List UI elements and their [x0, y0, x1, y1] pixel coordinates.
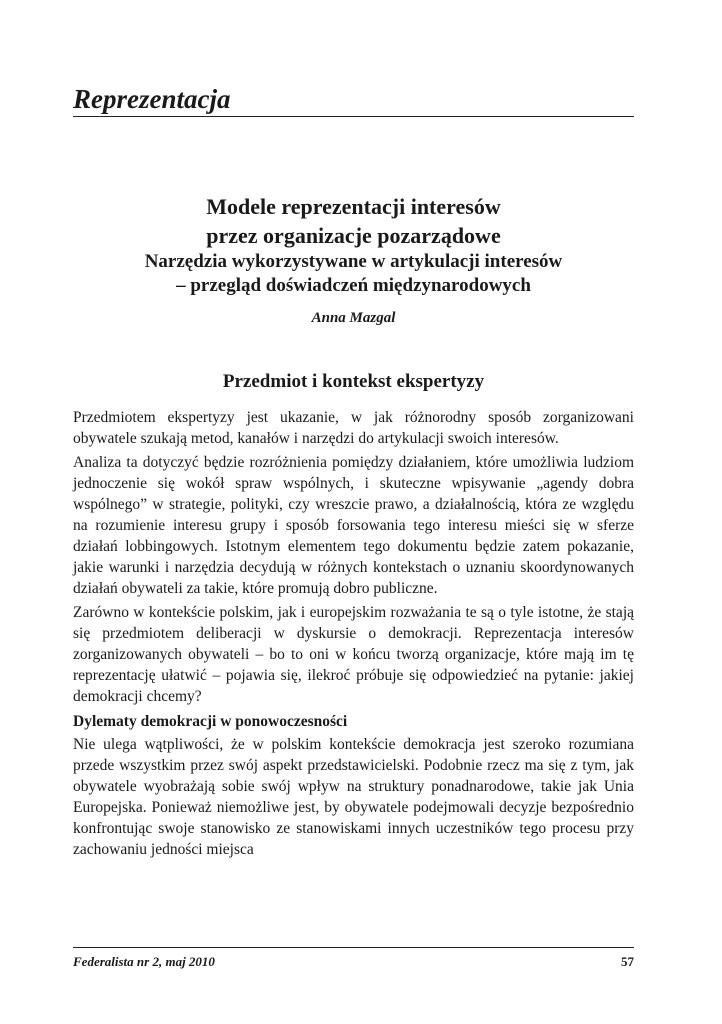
- section-title: Reprezentacja: [73, 84, 231, 114]
- journal-citation: Federalista nr 2, maj 2010: [73, 954, 215, 969]
- article-body: [73, 407, 634, 863]
- paragraph: Zarówno w kontekście polskim, jak i europejskim rozważania te są o tyle istotne, że stają się przedmiotem deliberacji w dyskursie o demokracji. Reprezentacja interesów zorganizowanych obywateli – bo to oni w końcu tworzą organizacje, które mają im tę reprezentację ułatwić – pojawia się, ilekroć próbuje się odpowiedzieć na pytanie: jakiej demokracji chcemy?: [73, 604, 634, 705]
- page-number: 57: [621, 954, 634, 969]
- author-name: Anna Mazgal: [311, 310, 396, 326]
- article-title-line-1: Modele reprezentacji interesów: [206, 194, 501, 219]
- article-title-line-2: przez organizacje pozarządowe: [206, 223, 501, 248]
- paragraph: Nie ulega wątpliwości, że w polskim kontekście demokracja jest szeroko rozumiana przede wszystkim przez swój aspekt przedstawicielski. Podobnie rzecz ma się z tym, jak obywatele wyobrażają sobie swój wpływ na struktury ponadnarodowe, takie jak Unia Europejska. Ponieważ niemożliwe jest, by obywatele podejmowali decyzje bezpośrednio konfrontując swoje stanowisko ze stanowiskami innych uczestników tego procesu przy zachowaniu jedności miejsca: [73, 736, 634, 858]
- section-heading: Przedmiot i kontekst ekspertyzy: [222, 371, 485, 392]
- paragraph: Analiza ta dotyczyć będzie rozróżnienia pomiędzy działaniem, które umożliwia ludziom jednoczenie się wokół spraw wspólnych, i skuteczne wpisywanie „agendy dobra wspólnego” w strategie, polityki, czy wreszcie prawo, a działalnością, która ze względu na rozumienie interesu grupy i sposób forsowania tego interesu mieści się w sferze działań lobbingowych. Istotnym elementem tego dokumentu będzie zatem pokazanie, jakie warunki i narzędzia decydują w różnych kontekstach o uznaniu skoordynowanych działań obywateli za takie, które promują dobro publiczne.: [73, 454, 634, 597]
- paragraph: Przedmiotem ekspertyzy jest ukazanie, w jak różnorodny sposób zorganizowani obywatele szukają metod, kanałów i narzędzi do artykulacji swoich interesów.: [73, 409, 634, 447]
- page-footer: [73, 947, 634, 970]
- running-header: [73, 84, 634, 117]
- article-title-block: [73, 192, 634, 328]
- subheading: Dylematy demokracji w ponowoczesności: [73, 713, 348, 730]
- article-subtitle-line-1: Narzędzia wykorzystywane w artykulacji interesów: [144, 251, 563, 272]
- article-subtitle-line-2: – przegląd doświadczeń międzynarodowych: [176, 275, 531, 296]
